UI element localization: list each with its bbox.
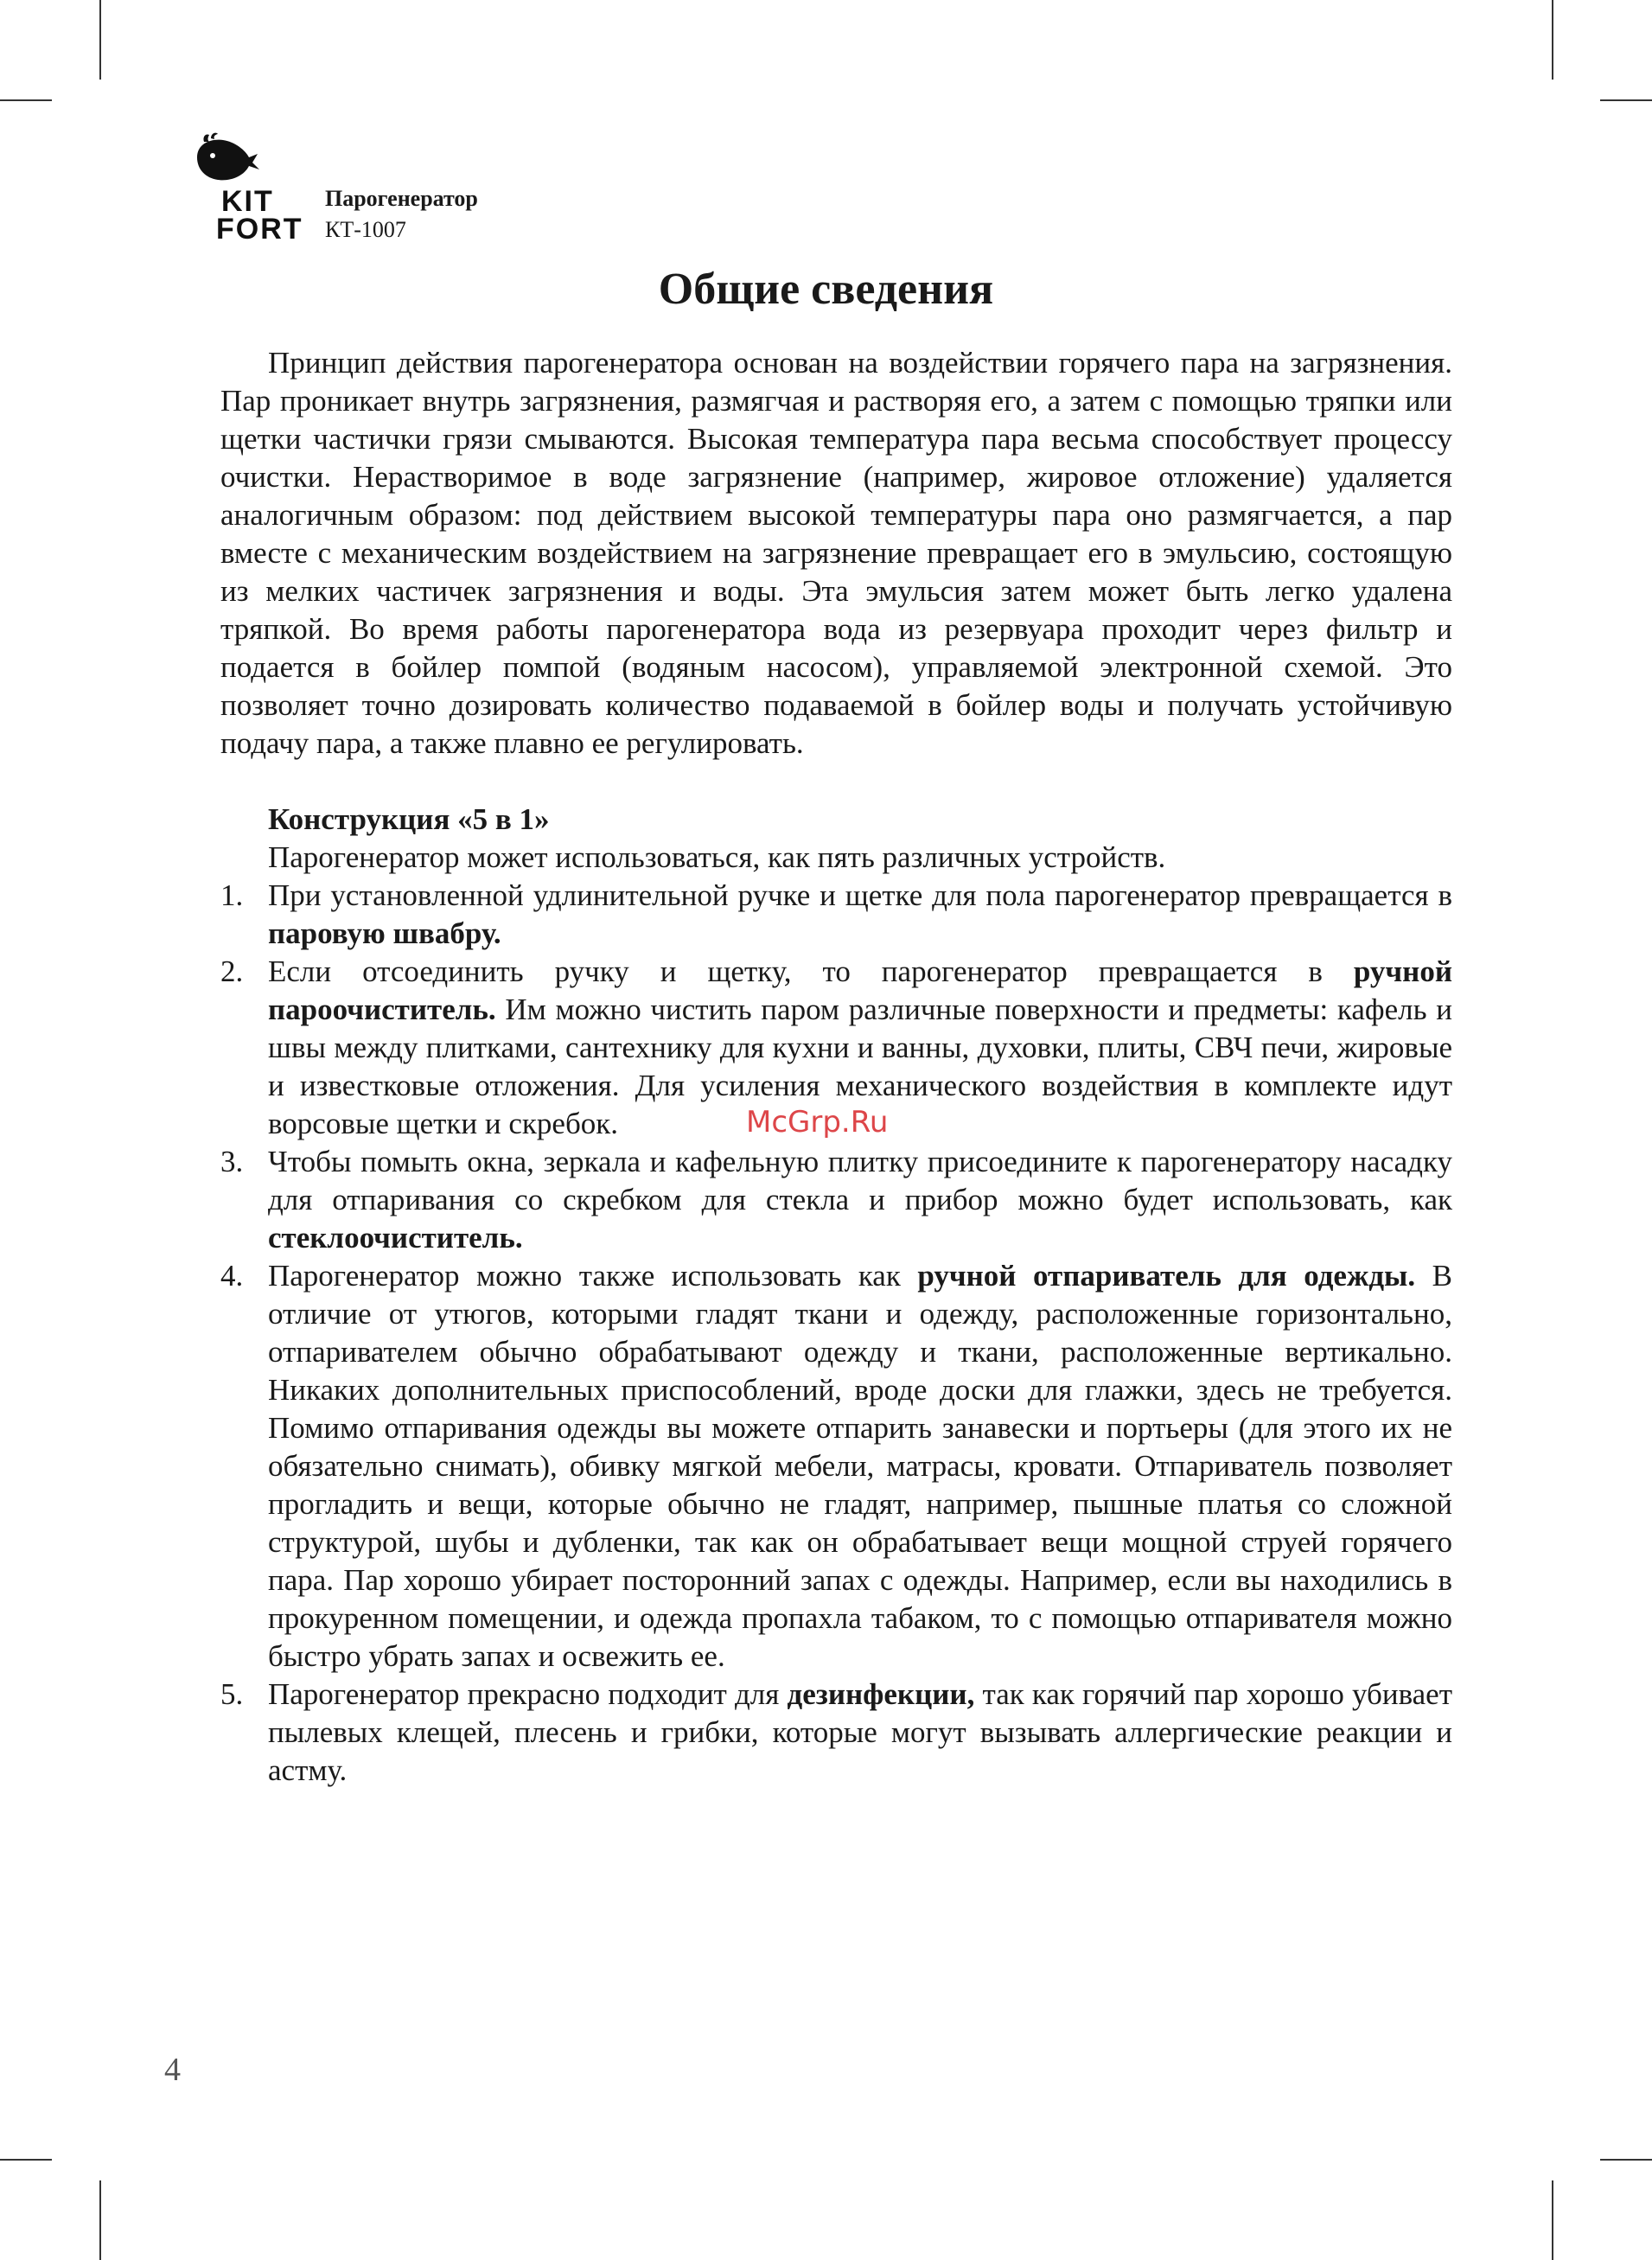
list-item-text: Парогенератор можно также использовать как	[268, 1259, 918, 1293]
feature-list	[220, 877, 1452, 1790]
brand-name-line1: KIT	[221, 185, 274, 218]
page-title: Общие сведения	[658, 265, 994, 314]
intro-paragraph: Принцип действия парогенератора основан на воздействии горячего пара на загрязнения. Пар проникает внутрь загрязнения, размягчая и растворяя его, а затем с помощью тряпки или щетки частички грязи смываются. Высокая температура пара весьма способствует процессу очистки. Нерастворимое в воде загрязнение (например, жировое отложение) удаляется аналогичным образом: под действием высокой температуры пара оно размягчается, а пар вместе с механическим воздействием на загрязнение превращает его в эмульсию, состоящую из мелких частичек загрязнения и воды. Эта эмульсия затем может быть легко удалена тряпкой. Во время работы парогенератора вода из резервуара проходит через фильтр и подается в бойлер помпой (водяным насосом), управляемой электронной схемой. Это позволяет точно дозировать количество подаваемой в бойлер воды и получать устойчивую подачу пара, а также плавно ее регулировать.	[220, 346, 1452, 760]
list-item-text: Если отсоединить ручку и щетку, то парогенератор превращается в	[268, 954, 1354, 988]
list-item	[220, 1143, 1452, 1257]
product-model: КТ-1007	[325, 217, 406, 242]
product-header	[325, 183, 478, 246]
section-title: Конструкция «5 в 1»	[268, 802, 550, 836]
list-item-text: Парогенератор прекрасно подходит для	[268, 1677, 788, 1711]
list-item-number: 5.	[220, 1677, 244, 1711]
crop-mark	[1552, 0, 1553, 80]
list-item-text: так как горячий пар хорошо убивает пылевых клещей, плесень и грибки, которые могут вызывать аллергические реакции и астму.	[268, 1677, 1453, 1787]
list-item-highlight: ручной пароочиститель.	[268, 954, 1452, 1026]
list-item-text: Чтобы помыть окна, зеркала и кафельную плитку присоедините к парогенератору насадку для отпаривания со скребком для стекла и прибор можно будет использовать, как	[268, 1145, 1452, 1216]
watermark: McGrp.Ru	[746, 1105, 889, 1140]
brand-name-line2: FORT	[216, 213, 303, 246]
whale-icon	[192, 131, 261, 185]
section-intro: Парогенератор может использоваться, как пять различных устройств.	[268, 840, 1166, 874]
crop-mark	[1552, 2180, 1553, 2260]
list-item-text: Им можно чистить паром различные поверхности и предметы: кафель и швы между плитками, сантехнику для кухни и ванны, духовки, плиты, СВЧ печи, жировые и известковые отложения. Для усиления механического воздействия в комплекте идут ворсовые щетки и скребок.	[268, 993, 1452, 1140]
list-item-highlight: дезинфекции,	[787, 1677, 975, 1711]
list-item-highlight: паровую швабру.	[268, 916, 501, 950]
list-item	[220, 1257, 1452, 1676]
list-item-highlight: ручной отпариватель для одежды.	[917, 1259, 1416, 1293]
list-item-number: 2.	[220, 954, 244, 988]
crop-mark	[99, 0, 101, 80]
crop-mark	[1600, 2159, 1652, 2161]
crop-mark	[1600, 99, 1652, 101]
list-item-number: 3.	[220, 1145, 244, 1178]
list-item-highlight: стеклоочиститель.	[268, 1221, 523, 1254]
crop-mark	[0, 2159, 52, 2161]
product-name: Парогенератор	[325, 186, 478, 211]
list-item-text: При установленной удлинительной ручке и щетке для пола парогенератор превращается в	[268, 878, 1452, 912]
crop-mark	[99, 2180, 101, 2260]
list-item-number: 4.	[220, 1259, 244, 1293]
list-item-text: В отличие от утюгов, которыми гладят ткани и одежду, расположенные горизонтально, отпаривателем обычно обрабатывают одежду и ткани, расположенные вертикально. Никаких дополнительных приспособлений, вроде доски для глажки, здесь не требуется. Помимо отпаривания одежды вы можете отпарить занавески и портьеры (для этого их не обязательно снимать), обивку мягкой мебели, матрасы, кровати. Отпариватель позволяет прогладить и вещи, которые обычно не гладят, например, пышные платья со сложной структурой, шубы и дубленки, так как он обрабатывает вещи мощной струей горячего пара. Пар хорошо убирает посторонний запах с одежды. Например, если вы находились в прокуренном помещении, и одежда пропахла табаком, то с помощью отпаривателя можно быстро убрать запах и освежить ее.	[268, 1259, 1452, 1673]
list-item	[220, 1676, 1452, 1790]
brand-logo	[182, 131, 303, 244]
page-number: 4	[164, 2052, 181, 2088]
list-item	[220, 877, 1452, 953]
crop-mark	[0, 99, 52, 101]
document-body	[220, 344, 1452, 1790]
list-item-number: 1.	[220, 878, 244, 912]
